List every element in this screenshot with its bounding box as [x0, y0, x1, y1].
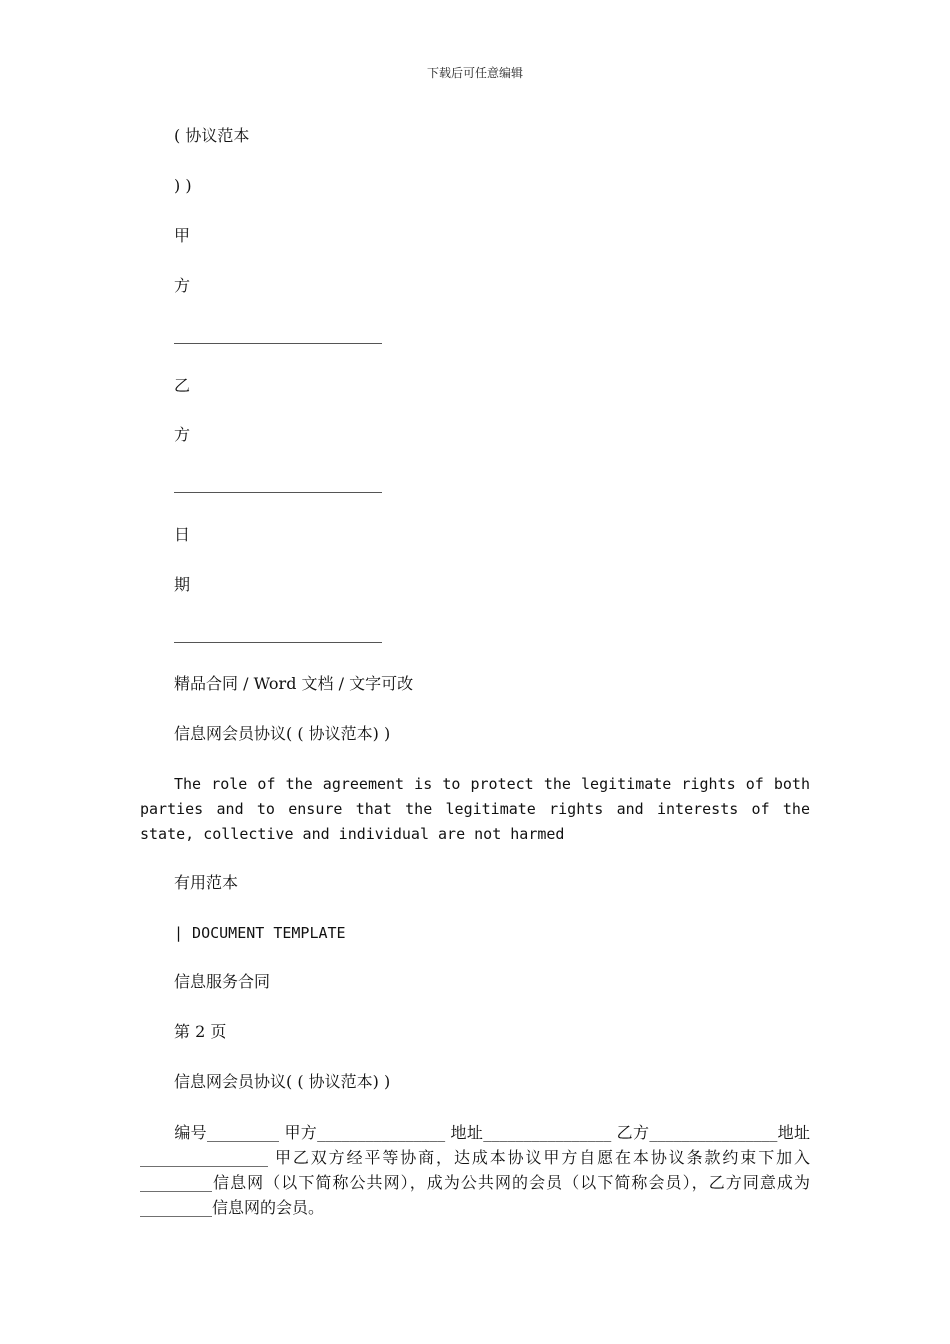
cover-subtitle-open: ( 协议范本: [174, 126, 250, 145]
party-a-signature-line: [174, 343, 382, 344]
tagline: 精品合同 / Word 文档 / 文字可改: [174, 674, 414, 693]
cover-subtitle-close: ) ): [174, 176, 192, 195]
party-a-label-char2: 方: [174, 276, 191, 295]
page-header-note: 下载后可任意编辑: [426, 66, 523, 80]
party-b-signature-line: [174, 492, 382, 493]
english-intro-paragraph: [140, 772, 810, 847]
document-title-repeat: 信息网会员协议( ( 协议范本) ): [174, 1072, 391, 1091]
page-number-label: 第 2 页: [174, 1022, 227, 1041]
party-b-label-char2: 方: [174, 425, 191, 444]
document-title: 信息网会员协议( ( 协议范本) ): [174, 724, 391, 743]
english-intro-text: The role of the agreement is to protect the legitimate rights of both parties and to ensure that the legitimate rights and interests of the state, collective and individual are not harmed: [140, 775, 810, 843]
party-a-label-char1: 甲: [174, 226, 191, 245]
party-b-label-char1: 乙: [174, 376, 191, 395]
document-template-label: | DOCUMENT TEMPLATE: [174, 924, 346, 942]
useful-template-label: 有用范本: [174, 873, 239, 892]
date-label-char2: 期: [174, 575, 191, 594]
service-contract-heading: 信息服务合同: [174, 972, 271, 991]
date-label-char1: 日: [174, 525, 191, 544]
agreement-body-paragraph: [140, 1120, 810, 1220]
agreement-body-text: 编号_________ 甲方________________ 地址________________ 乙方________________地址________________ 甲乙双方经平等协商，达成本协议甲方自愿在本协议条款约束下加入_________信息网（以下简称公共网），成为公共网的会员（以下简称会员），乙方同意成为_________信息网的会员。: [140, 1123, 810, 1217]
date-signature-line: [174, 642, 382, 643]
